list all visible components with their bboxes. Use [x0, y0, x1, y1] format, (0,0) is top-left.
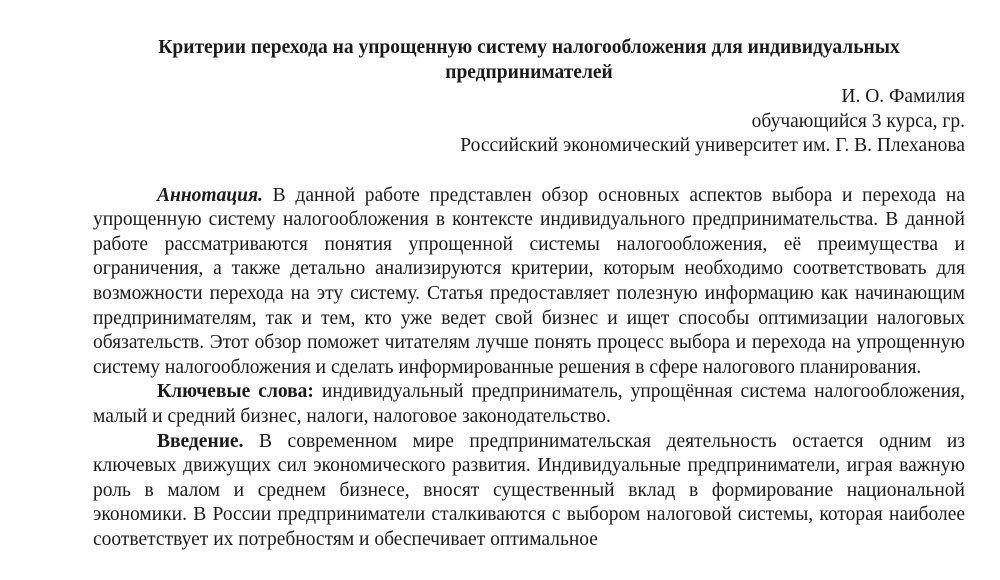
blank-line — [93, 159, 965, 184]
introduction-paragraph — [93, 430, 965, 553]
keywords-label: Ключевые слова: — [157, 381, 314, 403]
author-university: Российский экономический университет им. Г. В. Плеханова — [460, 135, 965, 157]
document-page — [93, 36, 965, 552]
introduction-label: Введение. — [157, 430, 244, 452]
keywords-paragraph — [93, 380, 965, 429]
document-title: Критерии перехода на упрощенную систему налогообложения для индивидуальных предпринимателей — [158, 37, 900, 83]
abstract-label: Аннотация. — [157, 184, 263, 206]
abstract-text: В данной работе представлен обзор основных аспектов выбора и перехода на упрощенную систему налогообложения в контексте индивидуального предпринимательства. В данной работе рассматриваются понятия упрощенной системы налогообложения, её преимущества и ограничения, а также детально анализируются критерии, которым необходимо соответствовать для возможности перехода на эту систему. Статья предоставляет полезную информацию как начинающим предпринимателям, так и тем, кто уже ведет свой бизнес и ищет способы оптимизации налоговых обязательств. Этот обзор поможет читателям лучше понять процесс выбора и перехода на упрощенную систему налогообложения и сделать информированные решения в сфере налогового планирования. — [93, 184, 965, 378]
abstract-paragraph — [93, 184, 965, 381]
introduction-text: В современном мире предпринимательская деятельность остается одним из ключевых движущих сил экономического развития. Индивидуальные предприниматели, играя важную роль в малом и среднем бизнесе, вносят существенный вклад в формирование национальной экономики. В России предприниматели сталкиваются с выбором налоговой системы, которая наиболее соответствует их потребностям и обеспечивает оптимальное — [93, 430, 965, 550]
author-name: И. О. Фамилия — [841, 86, 965, 108]
author-block — [93, 85, 965, 159]
keywords-text: индивидуальный предприниматель, упрощённая система налогообложения, малый и средний бизнес, налоги, налоговое законодательство. — [93, 381, 965, 427]
author-status: обучающийся 3 курса, гр. — [751, 110, 965, 132]
